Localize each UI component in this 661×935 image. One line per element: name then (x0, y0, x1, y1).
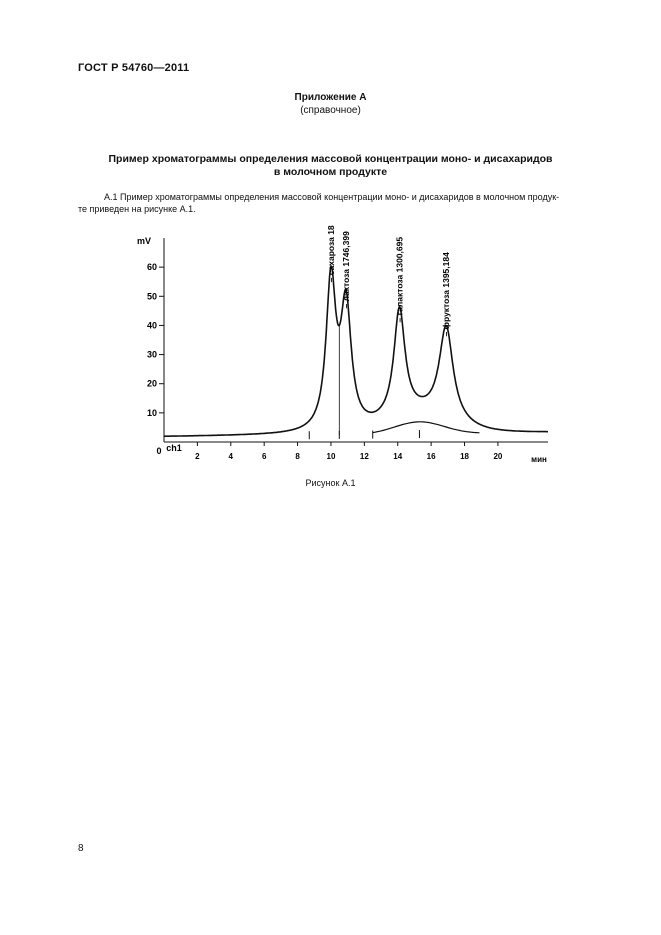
origin-label: 0 (156, 446, 162, 456)
x-tick-label: 8 (295, 452, 300, 461)
peak-label: – лактоза 1746,399 (340, 231, 351, 309)
channel-label: ch1 (166, 443, 182, 453)
x-tick-label: 10 (326, 452, 336, 461)
y-tick-label: 30 (146, 349, 157, 360)
paragraph-line-2: те приведен на рисунке А.1. (78, 204, 196, 214)
x-tick-label: 4 (228, 452, 234, 461)
y-axis-label: mV (136, 236, 152, 246)
section-heading-line-2: в молочном продукте (273, 166, 388, 178)
appendix-title: Приложение А (294, 92, 367, 103)
peak-label: – фруктоза 1395,184 (441, 252, 452, 337)
x-tick-label: 20 (493, 452, 503, 461)
x-tick-label: 18 (460, 452, 469, 461)
chromatogram-signal (164, 266, 548, 436)
y-tick-label: 10 (146, 407, 157, 418)
chromatogram-baseline-hump (373, 422, 480, 433)
figure-caption: Рисунок А.1 (305, 478, 356, 488)
x-axis-label: мин (531, 455, 547, 464)
y-tick-label: 60 (146, 262, 157, 273)
x-tick-label: 16 (426, 452, 436, 461)
x-tick-label: 6 (261, 452, 267, 461)
x-tick-label: 2 (195, 452, 200, 461)
y-tick-label: 20 (146, 378, 157, 389)
axes (164, 238, 548, 442)
appendix-subtitle: (справочное) (300, 105, 361, 116)
peak-label: – галактоза 1300,695 (394, 236, 405, 323)
section-heading-line-1: Пример хроматограммы определения массовой концентрации моно- и дисахаридов (108, 153, 553, 165)
chromatogram-chart (130, 220, 560, 470)
x-tick-label: 12 (359, 452, 369, 461)
page-number: 8 (78, 843, 84, 854)
x-tick-label: 14 (393, 452, 403, 461)
y-tick-label: 40 (146, 320, 157, 331)
peak-labels (326, 225, 451, 336)
peak-label: – сахароза 18 (325, 225, 336, 283)
paragraph-line-1: А.1 Пример хроматограммы определения массовой концентрации моно- и дисахаридов в молочном продук- (104, 192, 560, 202)
document-code: ГОСТ Р 54760—2011 (78, 62, 190, 74)
y-tick-label: 50 (146, 291, 157, 302)
